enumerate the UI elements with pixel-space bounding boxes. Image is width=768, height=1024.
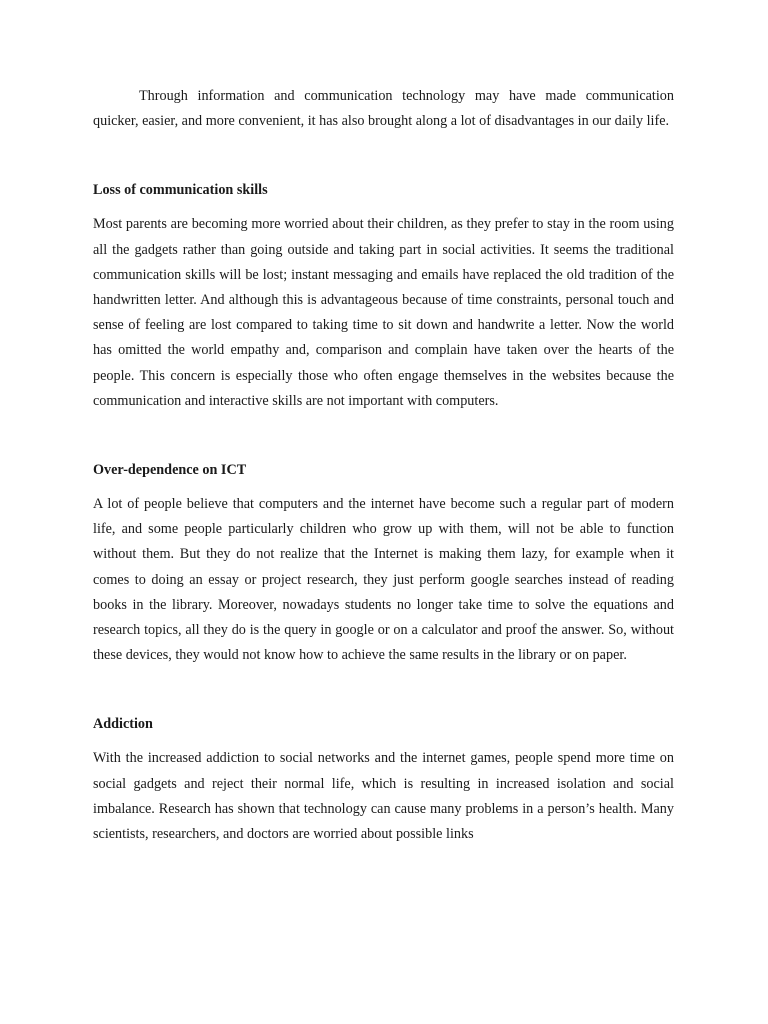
- section-body-over-dependence: A lot of people believe that computers and the internet have become such a regular part of modern life, and some people particularly children who grow up with them, will not be able to function without them. But they do not realize that the Internet is making them lazy, for example when it comes to doing an essay or project research, they just perform google searches instead of reading books in the library. Moreover, nowadays students no longer take time to solve the equations and research topics, all they do is the query in google or on a calculator and proof the answer. So, without these devices, they would not know how to achieve the same results in the library or on paper.: [93, 496, 674, 664]
- document-page: [93, 84, 674, 847]
- section-body-addiction: With the increased addiction to social networks and the internet games, people spend more time on social gadgets and reject their normal life, which is resulting in increased isolation and social imbalance. Research has shown that technology can cause many problems in a person’s health. Many scientists, researchers, and doctors are worried about possible links: [93, 750, 674, 843]
- section-heading-communication-skills: Loss of communication skills: [93, 182, 268, 199]
- section-body-communication-skills: Most parents are becoming more worried about their children, as they prefer to stay in the room using all the gadgets rather than going outside and taking part in social activities. It seems the traditional communication skills will be lost; instant messaging and emails have replaced the old tradition of the handwritten letter. And although this is advantageous because of time constraints, personal touch and sense of feeling are lost compared to taking time to sit down and handwrite a letter. Now the world has omitted the world empathy and, comparison and complain have taken over the hearts of the people. This concern is especially those who often engage themselves in the websites because the communication and interactive skills are not important with computers.: [93, 216, 674, 409]
- intro-paragraph: Through information and communication technology may have made communication quicker, easier, and more convenient, it has also brought along a lot of disadvantages in our daily life.: [93, 88, 674, 130]
- section-heading-over-dependence: Over-dependence on ICT: [93, 462, 247, 479]
- section-heading-addiction: Addiction: [93, 716, 153, 733]
